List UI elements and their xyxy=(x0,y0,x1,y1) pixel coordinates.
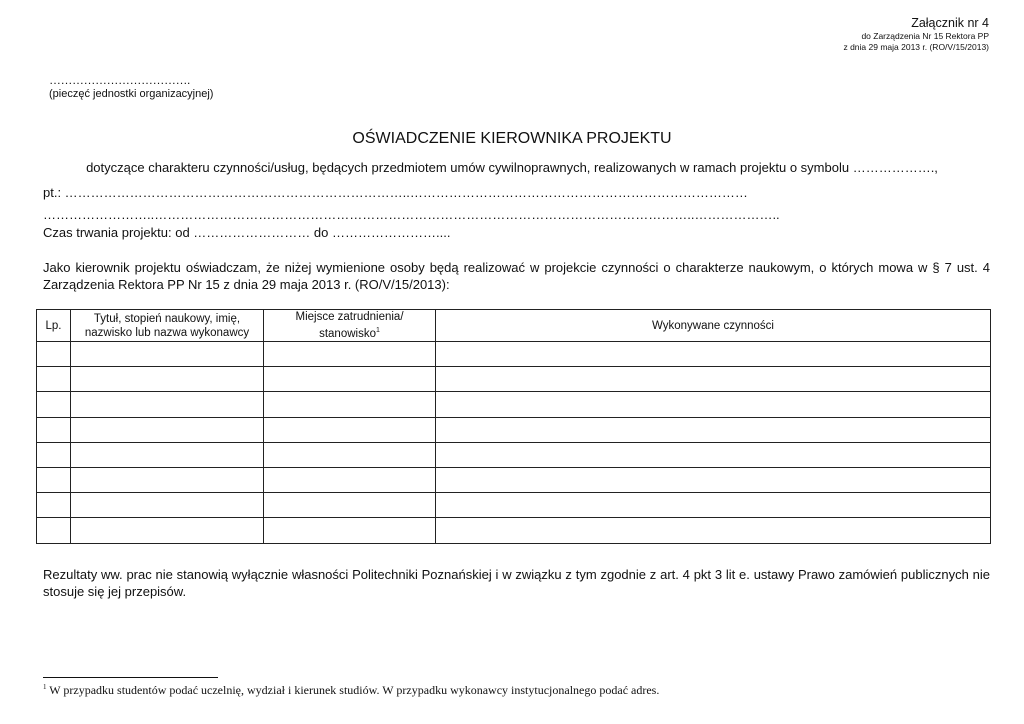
cell-lp[interactable] xyxy=(37,367,71,392)
cell-activities[interactable] xyxy=(436,493,991,518)
stamp-placeholder: ………………………………. xyxy=(49,73,190,87)
table-row xyxy=(37,442,991,467)
cell-activities[interactable] xyxy=(436,442,991,467)
cell-lp[interactable] xyxy=(37,467,71,492)
project-title-line: pt.: ……………………………………………………………………..…………………………………………………………………… xyxy=(43,185,748,200)
cell-name[interactable] xyxy=(71,518,264,543)
col-name-line2: nazwisko lub nazwa wykonawcy xyxy=(84,326,250,339)
footnote-text: W przypadku studentów podać uczelnię, wydział i kierunek studiów. W przypadku wykonawcy instytucjonalnego podać adres. xyxy=(46,683,660,697)
table-header-row xyxy=(37,310,991,342)
footnote-marker: 1 xyxy=(43,683,47,691)
cell-lp[interactable] xyxy=(37,442,71,467)
cell-name[interactable] xyxy=(71,367,264,392)
col-place-footnote-ref: 1 xyxy=(375,327,380,335)
table-row xyxy=(37,493,991,518)
page-title: OŚWIADCZENIE KIEROWNIKA PROJEKTU xyxy=(352,130,672,147)
col-name-line1: Tytuł, stopień naukowy, imię, xyxy=(93,312,241,325)
cell-place[interactable] xyxy=(264,392,436,417)
project-title-continuation: ……………………..……………………………………………………………………………………………………………..……………….. xyxy=(43,207,780,222)
cell-lp[interactable] xyxy=(37,417,71,442)
cell-place[interactable] xyxy=(264,417,436,442)
cell-place[interactable] xyxy=(264,367,436,392)
cell-place[interactable] xyxy=(264,518,436,543)
cell-name[interactable] xyxy=(71,493,264,518)
cell-name[interactable] xyxy=(71,467,264,492)
stamp-label: (pieczęć jednostki organizacyjnej) xyxy=(49,88,214,100)
project-duration: Czas trwania projektu: od ……………………… do …………………….... xyxy=(43,225,451,240)
cell-name[interactable] xyxy=(71,417,264,442)
cell-place[interactable] xyxy=(264,493,436,518)
col-lp: Lp. xyxy=(37,310,71,342)
cell-name[interactable] xyxy=(71,342,264,367)
table-row xyxy=(37,417,991,442)
cell-place[interactable] xyxy=(264,467,436,492)
declaration-text: Jako kierownik projektu oświadczam, że niżej wymienione osoby będą realizować w projekcie czynności o charakterze naukowym, o których mowa w § 7 ust. 4 Zarządzenia Rektora PP Nr 15 z dnia 29 maja 2013 r. (RO/V/15/2013): xyxy=(43,260,990,292)
cell-activities[interactable] xyxy=(436,392,991,417)
page-subtitle: dotyczące charakteru czynności/usług, będących przedmiotem umów cywilnoprawnych, realizowanych w ramach projektu o symbolu ………………., xyxy=(86,160,938,175)
cell-lp[interactable] xyxy=(37,392,71,417)
cell-place[interactable] xyxy=(264,342,436,367)
table-row xyxy=(37,467,991,492)
cell-place[interactable] xyxy=(264,442,436,467)
cell-activities[interactable] xyxy=(436,467,991,492)
cell-activities[interactable] xyxy=(436,342,991,367)
col-place xyxy=(264,310,436,342)
cell-lp[interactable] xyxy=(37,493,71,518)
cell-activities[interactable] xyxy=(436,518,991,543)
col-activities: Wykonywane czynności xyxy=(436,310,991,342)
annex-title: Załącznik nr 4 xyxy=(911,16,989,30)
cell-activities[interactable] xyxy=(436,417,991,442)
table-row xyxy=(37,342,991,367)
cell-activities[interactable] xyxy=(436,367,991,392)
col-place-line2: stanowisko xyxy=(319,327,376,340)
annex-date: z dnia 29 maja 2013 r. (RO/V/15/2013) xyxy=(843,42,989,52)
cell-lp[interactable] xyxy=(37,518,71,543)
table-row xyxy=(37,367,991,392)
table-row xyxy=(37,518,991,543)
footnote xyxy=(43,683,659,698)
results-statement: Rezultaty ww. prac nie stanowią wyłącznie własności Politechniki Poznańskiej i w związku z tym zgodnie z art. 4 pkt 3 lit e. ustawy Prawo zamówień publicznych nie stosuje się jej przepisów. xyxy=(43,567,990,599)
col-name xyxy=(71,310,264,342)
table-row xyxy=(37,392,991,417)
cell-name[interactable] xyxy=(71,442,264,467)
staff-table xyxy=(36,309,991,544)
cell-lp[interactable] xyxy=(37,342,71,367)
col-place-line1: Miejsce zatrudnienia/ xyxy=(295,311,404,324)
footnote-divider xyxy=(43,677,218,678)
annex-reference: do Zarządzenia Nr 15 Rektora PP xyxy=(861,31,989,41)
cell-name[interactable] xyxy=(71,392,264,417)
